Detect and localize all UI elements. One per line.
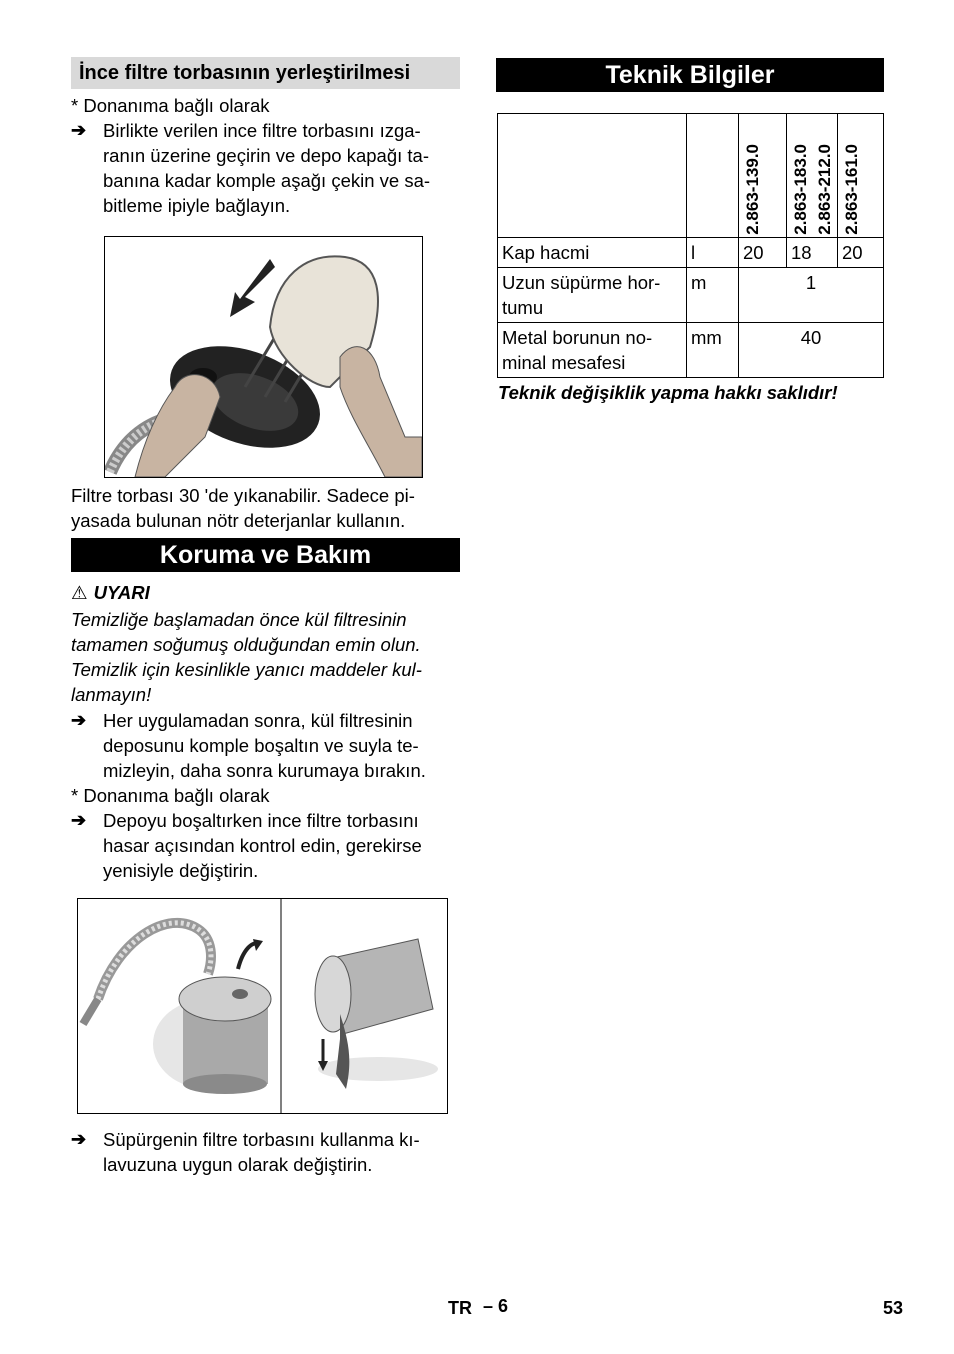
option-note: * Donanıma bağlı olarak <box>71 95 270 116</box>
warning-triangle-icon: ⚠ <box>71 582 88 603</box>
instruction-step: ➔ Her uygulamadan sonra, kül filtresinin deposunu komple boşaltın ve suyla te- mizleyin, daha sonra kurumaya bırakın. <box>71 710 426 781</box>
table-row <box>498 323 884 378</box>
section-title-maintenance: Koruma ve Bakım <box>71 538 460 572</box>
instruction-step: ➔ Birlikte verilen ince filtre torbasını ızga- ranın üzerine geçirin ve depo kapağı ta- banına kadar komple aşağı çekin ve sa- bitleme ipiyle bağlayın. <box>71 120 431 216</box>
row-unit: m <box>687 268 739 323</box>
footer-local-page: – 6 <box>483 1296 509 1316</box>
row-value: 40 <box>739 323 884 378</box>
footer-language: TR <box>448 1298 472 1318</box>
arrow-right-icon: ➔ <box>71 810 87 830</box>
arrow-right-icon: ➔ <box>71 710 87 730</box>
model-number: 2.863-161.0 <box>842 144 861 235</box>
table-header-row <box>498 114 884 238</box>
row-value: 20 <box>739 238 787 268</box>
technical-data-table <box>497 113 884 378</box>
warning-text: Temizliğe başlamadan önce kül filtresinin tamamen soğumuş olduğundan emin olun. Temizlik için kesinlikle yanıcı maddeler kul- lanmayın! <box>71 609 422 705</box>
model-number: 2.863-139.0 <box>743 144 762 235</box>
table-row <box>498 238 884 268</box>
section-subheading: İnce filtre torbasının yerleştirilmesi <box>71 57 460 89</box>
model-number-cell <box>838 114 884 238</box>
model-number: 2.863-183.0 <box>791 144 810 235</box>
section-title-technical-data: Teknik Bilgiler <box>496 58 884 92</box>
instruction-step: ➔ Süpürgenin filtre torbasını kullanma kı- lavuzuna uygun olarak değiştirin. <box>71 1129 420 1175</box>
model-number-cell <box>787 114 838 238</box>
row-unit: l <box>687 238 739 268</box>
option-note: * Donanıma bağlı olarak <box>71 785 270 806</box>
model-number: 2.863-212.0 <box>815 144 834 235</box>
row-value: 20 <box>838 238 884 268</box>
instruction-step: ➔ Depoyu boşaltırken ince filtre torbasını hasar açısından kontrol edin, gerekirse yenisiyle değiştirin. <box>71 810 422 881</box>
page-number: 53 <box>883 1298 904 1318</box>
disclaimer: Teknik değişiklik yapma hakkı saklıdır! <box>498 382 838 403</box>
arrow-right-icon: ➔ <box>71 1129 87 1149</box>
warning-label: ⚠ UYARI <box>71 582 150 603</box>
model-number-cell <box>739 114 787 238</box>
emptying-container-illustration <box>77 898 448 1114</box>
row-label: Uzun süpürme hor- tumu <box>498 268 687 323</box>
wash-instruction: Filtre torbası 30 'de yıkanabilir. Sadece pi- yasada bulunan nötr deterjanlar kullanın. <box>71 485 415 531</box>
row-value: 1 <box>739 268 884 323</box>
row-label: Metal borunun no- minal mesafesi <box>498 323 687 378</box>
row-value: 18 <box>787 238 838 268</box>
row-unit: mm <box>687 323 739 378</box>
filter-bag-illustration <box>104 236 423 478</box>
table-row <box>498 268 884 323</box>
arrow-right-icon: ➔ <box>71 120 87 140</box>
row-label: Kap hacmi <box>498 238 687 268</box>
